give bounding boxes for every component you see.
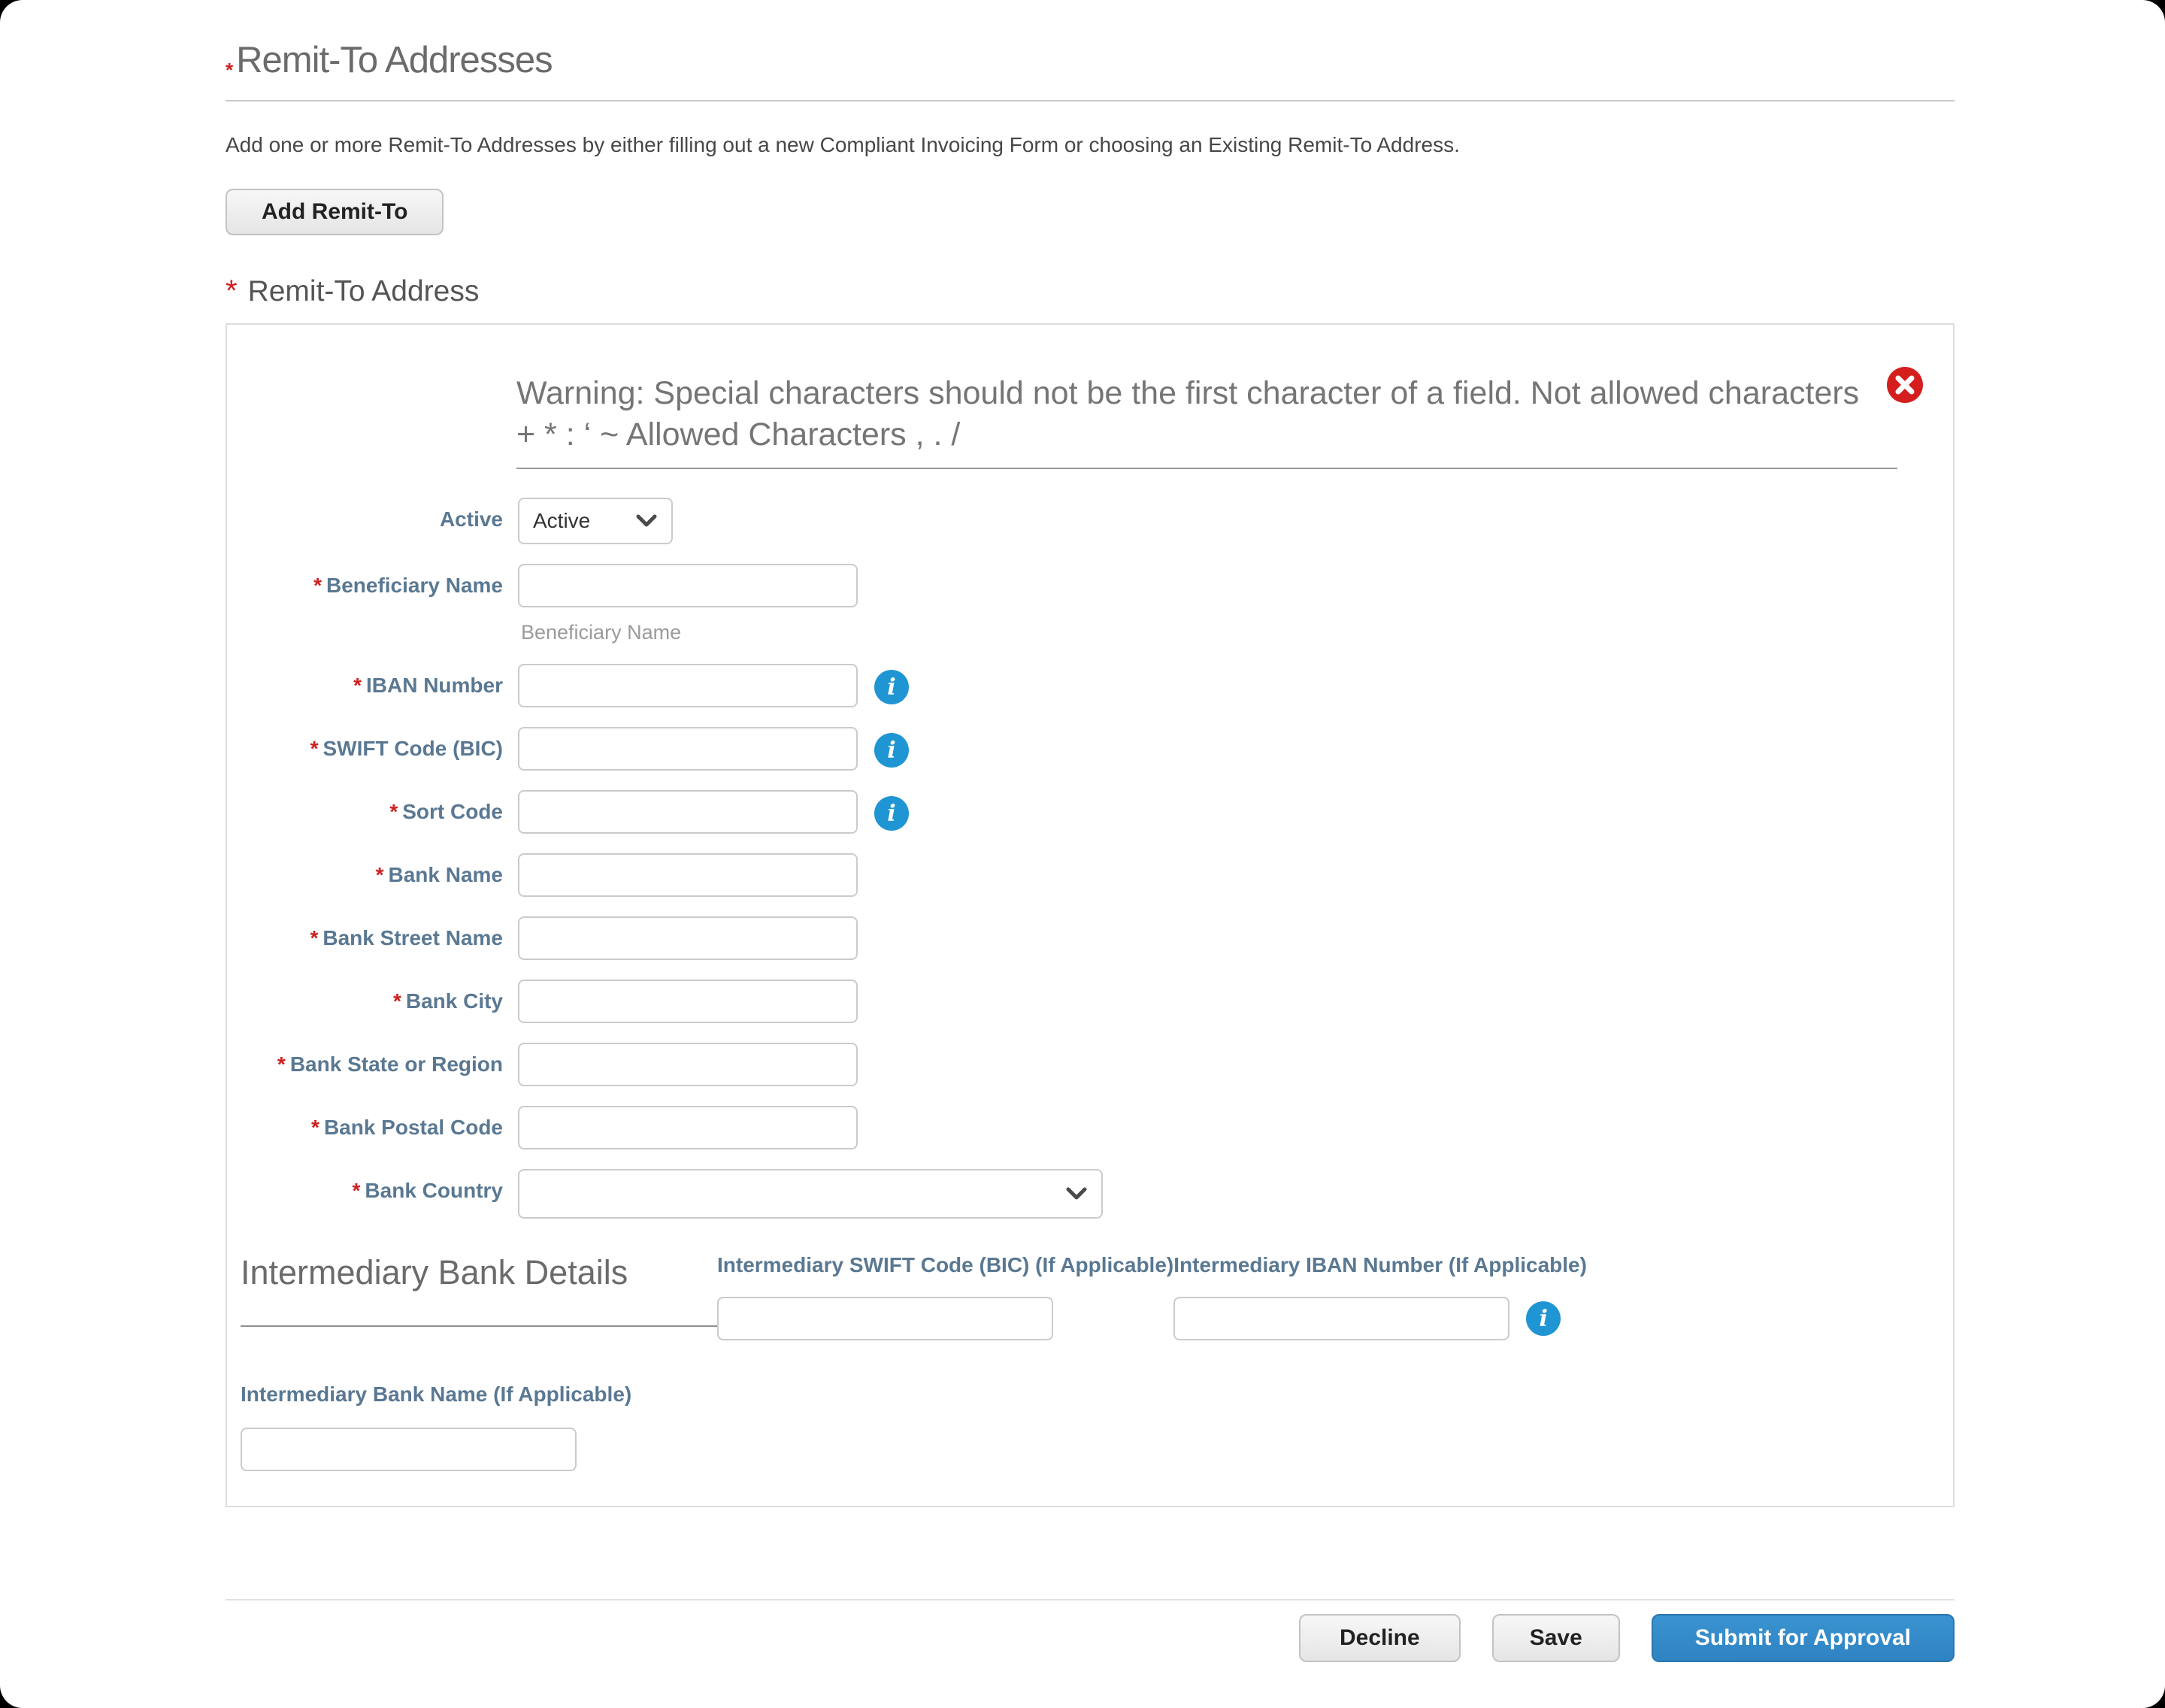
intermediary-swift-input[interactable] xyxy=(717,1297,1053,1340)
field-label: * Bank Name xyxy=(375,863,503,887)
page-title-row xyxy=(226,39,1955,101)
required-asterisk: * xyxy=(311,1116,319,1140)
required-asterisk: * xyxy=(313,574,322,598)
save-button[interactable]: Save xyxy=(1492,1614,1620,1662)
field-label: * Bank Street Name xyxy=(310,926,503,950)
form-row-beneficiary-name xyxy=(227,564,1953,644)
intermediary-bank-name-input[interactable] xyxy=(241,1428,577,1471)
intermediary-iban-column xyxy=(1173,1253,1587,1340)
field-label: * Beneficiary Name xyxy=(313,574,503,598)
form-row-sort-code xyxy=(227,790,1953,834)
active-select-value: Active xyxy=(533,509,591,533)
required-asterisk: * xyxy=(277,1052,286,1077)
info-icon[interactable]: i xyxy=(1526,1301,1561,1336)
intermediary-heading: Intermediary Bank Details xyxy=(241,1253,628,1292)
form-row-bank-name xyxy=(227,853,1953,897)
iban-number-input[interactable] xyxy=(518,664,858,707)
intermediary-bank-name-block xyxy=(241,1382,1953,1471)
intermediary-iban-row xyxy=(1173,1277,1587,1340)
field-label: * Sort Code xyxy=(389,800,503,824)
warning-area xyxy=(516,373,1897,469)
close-icon[interactable] xyxy=(1887,367,1923,403)
page-description: Add one or more Remit-To Addresses by either filling out a new Compliant Invoicing Form or choosing an Existing Remit-To Address. xyxy=(226,133,1460,156)
field-label: * IBAN Number xyxy=(353,674,503,698)
required-asterisk: * xyxy=(310,926,319,950)
add-remit-to-button[interactable]: Add Remit-To xyxy=(226,189,444,235)
section-heading xyxy=(226,274,1955,308)
intermediary-swift-label: Intermediary SWIFT Code (BIC) (If Applicable) xyxy=(717,1253,1174,1277)
form-row-bank-city xyxy=(227,980,1953,1023)
required-asterisk: * xyxy=(226,274,238,307)
field-label: * Bank State or Region xyxy=(277,1052,503,1077)
beneficiary-name-input[interactable] xyxy=(518,564,858,607)
required-asterisk: * xyxy=(392,989,401,1013)
footer-actions xyxy=(226,1614,1955,1662)
bank-street-name-input[interactable] xyxy=(518,916,858,960)
form-row-swift-code xyxy=(227,727,1953,771)
page-content xyxy=(226,0,1955,1662)
intermediary-heading-cell xyxy=(241,1253,717,1327)
info-icon[interactable]: i xyxy=(874,796,909,831)
input-column xyxy=(518,564,858,644)
required-asterisk: * xyxy=(389,800,398,824)
decline-button[interactable]: Decline xyxy=(1299,1614,1461,1662)
info-icon[interactable]: i xyxy=(874,733,909,768)
field-label-bank-country: * Bank Country xyxy=(352,1179,503,1203)
field-label: * Bank Postal Code xyxy=(311,1116,503,1140)
warning-message: Warning: Special characters should not be the first character of a field. Not allowed characters + * : ‘ ~ Allowed Characters , . / xyxy=(516,373,1897,469)
swift-code-input[interactable] xyxy=(518,727,858,771)
remit-to-address-panel xyxy=(226,323,1955,1507)
required-asterisk: * xyxy=(375,863,384,887)
bank-country-select[interactable] xyxy=(518,1169,1103,1219)
required-asterisk: * xyxy=(226,59,234,81)
intermediary-bank-name-label: Intermediary Bank Name (If Applicable) xyxy=(241,1382,632,1407)
bank-postal-code-input[interactable] xyxy=(518,1106,858,1149)
form-row-bank-country xyxy=(227,1169,1953,1219)
beneficiary-name-helper: Beneficiary Name xyxy=(521,621,682,644)
intermediary-iban-input[interactable] xyxy=(1173,1297,1509,1340)
active-select[interactable] xyxy=(518,498,673,544)
form-row-bank-street-name xyxy=(227,916,1953,960)
required-asterisk: * xyxy=(310,737,319,761)
chevron-down-icon xyxy=(1065,1186,1088,1201)
form-row-bank-postal-code xyxy=(227,1106,1953,1149)
form-row-iban-number xyxy=(227,664,1953,707)
intermediary-iban-label: Intermediary IBAN Number (If Applicable) xyxy=(1173,1253,1587,1277)
sort-code-input[interactable] xyxy=(518,790,858,834)
bank-city-input[interactable] xyxy=(518,980,858,1023)
footer-divider xyxy=(226,1599,1955,1600)
remit-to-form xyxy=(227,498,1953,1219)
required-asterisk: * xyxy=(352,1179,361,1203)
required-asterisk: * xyxy=(353,674,362,698)
chevron-down-icon xyxy=(635,513,658,528)
field-label: * SWIFT Code (BIC) xyxy=(310,737,503,761)
info-icon[interactable]: i xyxy=(874,670,909,704)
intermediary-bank-details-section xyxy=(227,1253,1953,1340)
section-title: Remit-To Address xyxy=(247,274,480,307)
bank-state-input[interactable] xyxy=(518,1043,858,1086)
field-label: * Bank City xyxy=(392,989,503,1013)
submit-for-approval-button[interactable]: Submit for Approval xyxy=(1652,1614,1955,1662)
form-row-active xyxy=(227,498,1953,544)
field-label-active: Active xyxy=(439,507,503,531)
page-title: Remit-To Addresses xyxy=(236,40,553,80)
bank-name-input[interactable] xyxy=(518,853,858,897)
intermediary-swift-column xyxy=(717,1253,1173,1340)
form-row-bank-state xyxy=(227,1043,1953,1086)
